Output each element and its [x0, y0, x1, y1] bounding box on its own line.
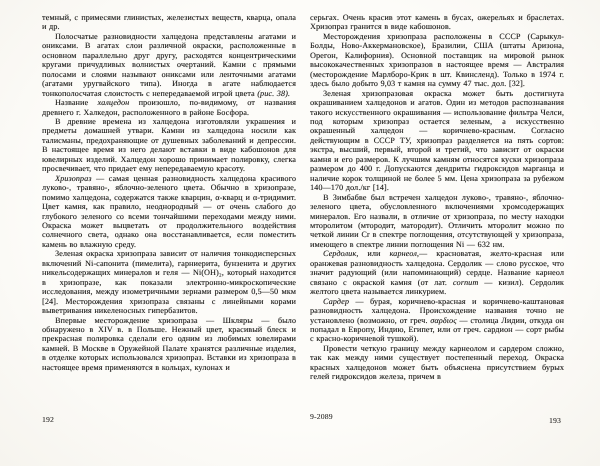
- body-text: Название: [55, 98, 98, 108]
- body-text: Полосчатые разновидности халцедона представлены агатами и ониксами. В агатах слои различной окраски, расположенные в основном параллельно друг другу, расходятся концентрическими кругами причудливых волнистых очертаний. Камни с прямыми полосами и слоями называют ониксами или ленточными агатами (агатами уругвайского типа). Иногда в агате наблюдается тонкополосчатая слоистость с непередаваемой игрой цвета: [42, 31, 296, 98]
- italic-text: карнеол: [389, 249, 417, 259]
- paragraph: [42, 98, 296, 117]
- print-signature: 9-2089: [310, 412, 333, 421]
- body-text: — бурая, коричнево-красная и коричнево-каштановая разновидность халцедона. Происхождение названия точно не установлено (возможно, от греч.: [310, 296, 564, 325]
- paragraph: [310, 297, 564, 344]
- italic-text: (рис. 38).: [257, 88, 291, 98]
- paragraph: [42, 117, 296, 174]
- paragraph: [310, 193, 564, 250]
- body-text: Впервые месторождение хризопраза — Шкляры — было обнаружено в XIV в. в Польше. Нежный цвет, красивый блеск и прекрасная полировка сделали его одним из любимых ювелирами камней. В Москве в Оружейной Палате хранятся различные изделия, в отделке которых использовался хризопраз. Вставки из хризопраза в настоящее время применяются в кольцах, кулонах и: [42, 315, 296, 372]
- italic-text: Сердолик: [323, 249, 357, 259]
- paragraph: [310, 344, 564, 382]
- body-text: Месторождения хризопраза расположены в СССР (Сарыкул-Болды, Ново-Аккермановское), Бразилии, США (штаты Аризона, Орегон, Калифорния). Основной поставщик на мировой рынок высококачественных хризопразов в настоящее время — Австралия (месторождение Марлборо-Крик в шт. Квинсленд). Только в 1974 г. здесь было добыто 9,03 т камня на сумму 47 тыс. дол. [32].: [310, 31, 564, 89]
- paragraph: [42, 13, 296, 32]
- body-text: — столица Лидии, откуда он попадал в Европу, Индию, Египет, или от греч. сардион — сорт рыбы с красно-коричневой тушкой).: [310, 315, 564, 344]
- italic-text: Хризопраз: [55, 173, 92, 183]
- paragraph: [310, 249, 564, 296]
- paragraph: [310, 32, 564, 89]
- body-text: серьгах. Очень красив этот камень в бусах, ожерельях и браслетах. Хризопраз гранится в виде кабошонов.: [310, 13, 564, 32]
- body-text: , или: [356, 249, 390, 259]
- body-text: В Зимбабве был встречен халцедон луково-, травяно-, яблочно-зеленого цвета, обусловленного включениями хромсодержащих минералов. Его назвали, в отличие от хризопраза, по месту находки мторолитом (мтородит, матородит). Отличить мторолит можно по четкой линии Cr в спектре поглощения, отсутствующей у хризопраза, имеющего в спектре линии поглощения Ni — 632 нм.: [310, 192, 564, 249]
- italic-text: cornum: [452, 277, 479, 287]
- page-number-left: 192: [42, 415, 54, 424]
- body-text: Зеленая окраска хризопраза зависит от наличия тонкодисперсных включений Ni-сапонита (пимелита), гарниерита, бунзенита и других никельсодержащих минералов и геля — Ni(OH)₂, который находится в хризопразе, как показали электронно-микроскопические исследования, между изометричными зернами размером 0,5—50 мкм [24]. Месторождения хризопраза связаны с линейными корами выветривания никеленосных гипербазитов.: [42, 249, 296, 316]
- paragraph: [42, 32, 296, 98]
- body-text: Зеленая хризопразовая окраска может быть достигнута окрашиванием халцедонов и агатов. Один из методов распознавания такого искусственного окрашивания — использование фильтра Челси, под которым хризопраз остается зеленым, а искусственно окрашенный халцедон — коричнево-красным. Согласно действующим в СССР ТУ, хризопраз разделяется на пять сортов: экстра, высший, первый, второй и третий, что зависит от окраски камня и его размеров. К лучшим камням относятся куски хризопраза размером до 400 г. Допускаются дендриты гидроксидов марганца и наличие корок толщиной не более 5 мм. Цена хризопраза за рубежом 140—170 дол./кг [14].: [310, 88, 564, 193]
- italic-text: халцедон: [97, 98, 130, 108]
- paragraph: [310, 13, 564, 32]
- italic-text: Сардер: [323, 296, 349, 306]
- paragraph: [42, 316, 296, 373]
- page-left-text: [42, 13, 296, 372]
- paragraph: [42, 174, 296, 250]
- paragraph: [42, 249, 296, 315]
- page-number-right: 193: [549, 416, 561, 425]
- paragraph: [310, 89, 564, 193]
- body-text: — самая ценная разновидность халцедона красивого луково-, травяно-, яблочно-зеленого цвета. Обычно в хризопразе, помимо халцедона, содержатся также кварцин, α-кварц и α-тридимит. Цвет камня, как правило, неоднородный — от очень слабого до глубокого зеленого со всеми тончайшими переходами между ними. Окраска может выцветать от продолжительного воздействия солнечного света, однако она восстанавливается, если поместить камень во влажную среду.: [42, 173, 296, 249]
- body-text: Провести четкую границу между карнеолом и сардером сложно, так как между ними существует постепенный переход. Окраска красных халцедонов может быть объяснена присутствием бурых гелей гидроксидов железа, причем в: [310, 343, 564, 382]
- body-text: произошло, по-видимому, от названия древнего г. Халкедон, расположенного в районе Босфора.: [42, 98, 297, 117]
- page-right-text: [310, 13, 564, 382]
- italic-text: σαρδιος: [430, 315, 457, 325]
- body-text: ,— красноватая, желто-красная или оранжевая разновидность халцедона. Сердолик — слово русское, что значит радующий (или напоминающий) сердце. Название карнеол связано с окраской камня (от лат.: [310, 249, 565, 287]
- body-text: В древние времена из халцедона изготовляли украшения и предметы домашней утвари. Камни из халцедона носили как талисманы, предохраняющие от душевных заболеваний и депрессии. В настоящее время из него делают вставки в виде кабошонов для ювелирных изделий. Халцедон хорошо принимает полировку, слегка просвечивает, что придает ему непередаваемую красоту.: [42, 116, 296, 174]
- body-text: темный, с примесями глинистых, железистых веществ, кварца, опала и др.: [42, 13, 296, 32]
- body-text: — кизил). Сердолик желтого цвета называется линкурием.: [310, 277, 564, 297]
